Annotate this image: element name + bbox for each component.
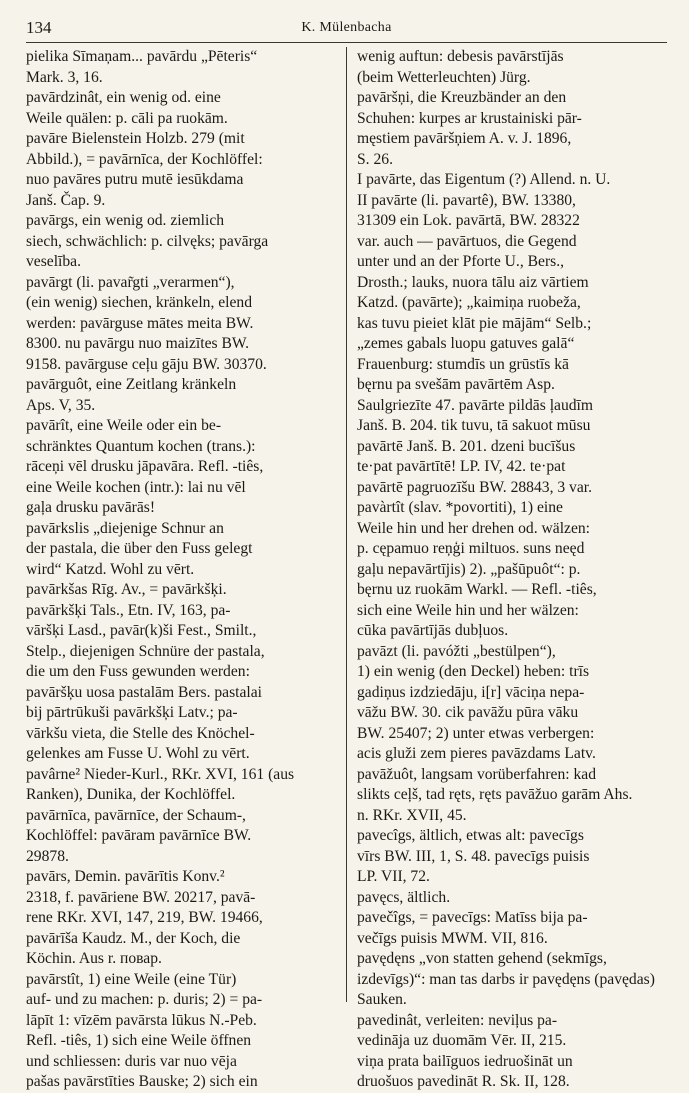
text-line: pavārtē Janš. B. 201. dzeni bucīšus xyxy=(357,437,576,455)
text-line: lāpīt 1: vīzēm pavārsta lūkus N.-Peb. xyxy=(26,1011,257,1029)
text-line: viņa prata bailīguos iedruošināt un xyxy=(357,1052,573,1070)
text-line: 1) ein wenig (den Deckel) heben: trīs xyxy=(357,663,590,680)
text-line: slikts ceļš, tad ręts, ręts pavāžuo garām Ahs. xyxy=(357,786,633,803)
text-line: Saulgriezīte 47. pavārte pildās ļaudīm xyxy=(357,396,594,414)
text-line: LP. VII, 72. xyxy=(357,868,430,885)
text-line: pavārguôt, eine Zeitlang kränkeln xyxy=(26,376,237,393)
text-line: męstiem pavāršņiem A. v. J. 1896, xyxy=(357,130,572,147)
text-line: vīrs BW. III, 1, S. 48. pavecīgs puisis xyxy=(357,847,590,865)
text-line: siech, schwächlich: p. cilvęks; pavārga xyxy=(26,232,269,250)
text-line: acis gluži zem pieres pavāzdams Latv. xyxy=(357,745,596,762)
text-line: bęrnu pa svešām pavārtēm Asp. xyxy=(357,376,555,393)
text-line: pavāzt (li. pavóžti „bestülpen“), xyxy=(357,642,556,660)
text-line: n. RKr. XVII, 45. xyxy=(357,806,467,824)
text-line: eine Weile kochen (intr.): lai nu vēl xyxy=(26,478,246,496)
text-line: veselība. xyxy=(26,253,81,270)
text-line: gaļu nepavārtījis) 2). „pašūpuôt“: p. xyxy=(357,560,581,578)
text-line: Ranken), Dunika, der Kochlöffel. xyxy=(26,786,236,803)
text-line: S. 26. xyxy=(357,150,393,168)
text-line: Weile quälen: p. cāli pa ruokām. xyxy=(26,109,228,127)
text-line: pavecîgs, ältlich, etwas alt: pavecīgs xyxy=(357,827,584,844)
text-line: unter und an der Pforte U., Bers., xyxy=(357,253,564,270)
text-line: pielika Sīmaņam... pavārdu „Pēteris“ xyxy=(26,48,258,65)
text-line: II pavārte (li. pavartê), BW. 13380, xyxy=(357,191,576,209)
text-line: (beim Wetterleuchten) Jürg. xyxy=(357,68,531,86)
page-number: 134 xyxy=(26,18,52,37)
text-line: p. cępamuo reņģi miltuos. suns neęd xyxy=(357,540,585,557)
text-line: cūka pavārtījās dubļuos. xyxy=(357,622,509,639)
text-line: wenig auftun: debesis pavārstījās xyxy=(357,48,564,65)
text-line: pavārnīca, pavārnīce, der Schaum-, xyxy=(26,806,246,824)
text-line: pavārkšas Rīg. Av., = pavārkšķi. xyxy=(26,581,227,598)
text-line: Abbild.), = pavārnīca, der Kochlöffel: xyxy=(26,150,263,168)
text-line: pavečîgs, = pavecīgs: Matīss bija pa- xyxy=(357,909,588,926)
text-line: werden: pavārguse mātes meita BW. xyxy=(26,314,254,332)
text-line: gadiņus izdziedāju, i[r] vāciņa nepa- xyxy=(357,683,585,701)
text-line: pavārīša Kaudz. M., der Koch, die xyxy=(26,929,241,947)
text-line: der pastala, die über den Fuss gelegt xyxy=(26,540,253,557)
text-line: Schuhen: kurpes ar krustainiski pār- xyxy=(357,109,582,127)
text-line: večīgs puisis MWM. VII, 816. xyxy=(357,929,548,947)
text-line: 29878. xyxy=(26,847,69,865)
text-line: Katzd. (pavārte); „kaimiņa ruobeža, xyxy=(357,294,581,311)
text-line: gaļa drusku pavārās! xyxy=(26,499,156,516)
text-line: Weile hin und her drehen od. wälzen: xyxy=(357,519,590,537)
text-line: Janš. B. 204. tik tuvu, tā sakuot mūsu xyxy=(357,417,591,434)
text-line: Sauken. xyxy=(357,991,407,1008)
text-line: var. auch — pavārtuos, die Gegend xyxy=(357,232,577,250)
text-line: pavārkšķi Tals., Etn. IV, 163, pa- xyxy=(26,601,231,619)
text-line: pavārît, eine Weile oder ein be- xyxy=(26,417,222,434)
text-line: pavāžuôt, langsam vorüberfahren: kad xyxy=(357,765,597,783)
text-line: pavāre Bielenstein Holzb. 279 (mit xyxy=(26,130,245,147)
text-line: rene RKr. XVI, 147, 219, BW. 19466, xyxy=(26,909,263,926)
text-line: pavāršķu uosa pastalām Bers. pastalai xyxy=(26,683,263,701)
text-line: vāršķi Lasd., pavār(k)ši Fest., Smilt., xyxy=(26,622,257,639)
text-line: Mark. 3, 16. xyxy=(26,68,103,86)
text-columns xyxy=(26,47,667,1090)
text-line: pavārkslis „diejenige Schnur an xyxy=(26,519,224,537)
text-line: bęrnu uz ruokām Warkl. — Refl. -tiês, xyxy=(357,581,597,598)
text-line: 2318, f. pavāriene BW. 20217, pavā- xyxy=(26,888,256,906)
text-line: Köchin. Aus r. повар. xyxy=(26,950,162,967)
text-line: vedināja uz duomām Vēr. II, 215. xyxy=(357,1032,567,1049)
text-line: 8300. nu pavārgu nuo maizītes BW. xyxy=(26,335,250,352)
text-line: druošuos pavedināt R. Sk. II, 128. xyxy=(357,1073,570,1090)
right-column xyxy=(346,47,667,1090)
text-line: Aps. V, 35. xyxy=(26,396,96,414)
text-line: 31309 ein Lok. pavārtā, BW. 28322 xyxy=(357,212,580,229)
text-line: pavàrtît (slav. *povortiti), 1) eine xyxy=(357,499,563,516)
text-line: pavęcs, ältlich. xyxy=(357,888,451,906)
page-header xyxy=(26,12,667,43)
text-line: auf- und zu machen: p. duris; 2) = pa- xyxy=(26,991,263,1008)
running-head: K. Mülenbacha xyxy=(301,20,392,35)
text-line: pavārgs, ein wenig od. ziemlich xyxy=(26,212,225,229)
text-line: Janš. Čap. 9. xyxy=(26,191,106,209)
text-line: Stelp., diejenigen Schnüre der pastala, xyxy=(26,642,265,660)
text-line: te·pat pavārtītē! LP. IV, 42. te·pat xyxy=(357,458,566,475)
left-column xyxy=(26,47,346,1090)
text-line: Kochlöffel: pavāram pavārnīce BW. xyxy=(26,827,252,844)
text-line: pavārtē pagruozīšu BW. 28843, 3 var. xyxy=(357,478,593,496)
text-line: Frauenburg: stumdīs un grūstīs kā xyxy=(357,355,569,373)
text-line: pavārgt (li. pavar̃gti „verarmen“), xyxy=(26,273,235,291)
text-line: 9158. pavārguse ceļu gāju BW. 30370. xyxy=(26,355,267,373)
text-line: BW. 25407; 2) unter etwas verbergen: xyxy=(357,724,595,742)
text-line: pavārstît, 1) eine Weile (eine Tür) xyxy=(26,970,237,988)
text-line: pavedinât, verleiten: neviļus pa- xyxy=(357,1011,558,1029)
text-line: sich eine Weile hin und her wälzen: xyxy=(357,601,579,619)
text-line: kas tuvu pieiet klāt pie mājām“ Selb.; xyxy=(357,314,592,332)
text-line: (ein wenig) siechen, kränkeln, elend xyxy=(26,294,253,311)
text-line: pavārdzinât, ein wenig od. eine xyxy=(26,89,221,106)
text-line: pavârne² Nieder-Kurl., RKr. XVI, 161 (aus xyxy=(26,765,295,783)
text-line: rāceņi vēl drusku jāpavāra. Refl. -tiês, xyxy=(26,458,264,475)
text-line: vārkšu vieta, die Stelle des Knöchel- xyxy=(26,724,255,742)
text-line: pašas pavārstīties Bauske; 2) sich ein xyxy=(26,1073,258,1090)
text-line: nuo pavāres putru mutē iesūkdama xyxy=(26,171,244,188)
text-line: bij pārtrūkuši pavārkšķi Latv.; pa- xyxy=(26,704,238,721)
text-line: wird“ Katzd. Wohl zu vērt. xyxy=(26,560,195,578)
text-line: die um den Fuss gewunden werden: xyxy=(26,663,250,680)
text-line: und schliessen: duris var nuo vēja xyxy=(26,1052,237,1070)
text-line: Drosth.; lauks, nuora tālu aiz vārtiem xyxy=(357,273,589,291)
text-line: pavāršņi, die Kreuzbänder an den xyxy=(357,89,567,106)
text-line: I pavārte, das Eigentum (?) Allend. n. U. xyxy=(357,171,611,188)
text-line: vāžu BW. 30. cik pavāžu pūra vāku xyxy=(357,704,579,721)
text-line: schränktes Quantum kochen (trans.): xyxy=(26,437,256,455)
text-line: Refl. -tiês, 1) sich eine Weile öffnen xyxy=(26,1032,252,1049)
text-line: pavārs, Demin. pavārītis Konv.² xyxy=(26,868,225,885)
text-line: gelenkes am Fusse U. Wohl zu vērt. xyxy=(26,745,250,762)
text-line: pavędęns „von statten gehend (sekmīgs, xyxy=(357,950,607,967)
text-line: „zemes gabals luopu gatuves galā“ xyxy=(357,335,575,352)
text-line: izdevīgs)“: man tas darbs ir pavędęns (pavędas) xyxy=(357,970,655,988)
